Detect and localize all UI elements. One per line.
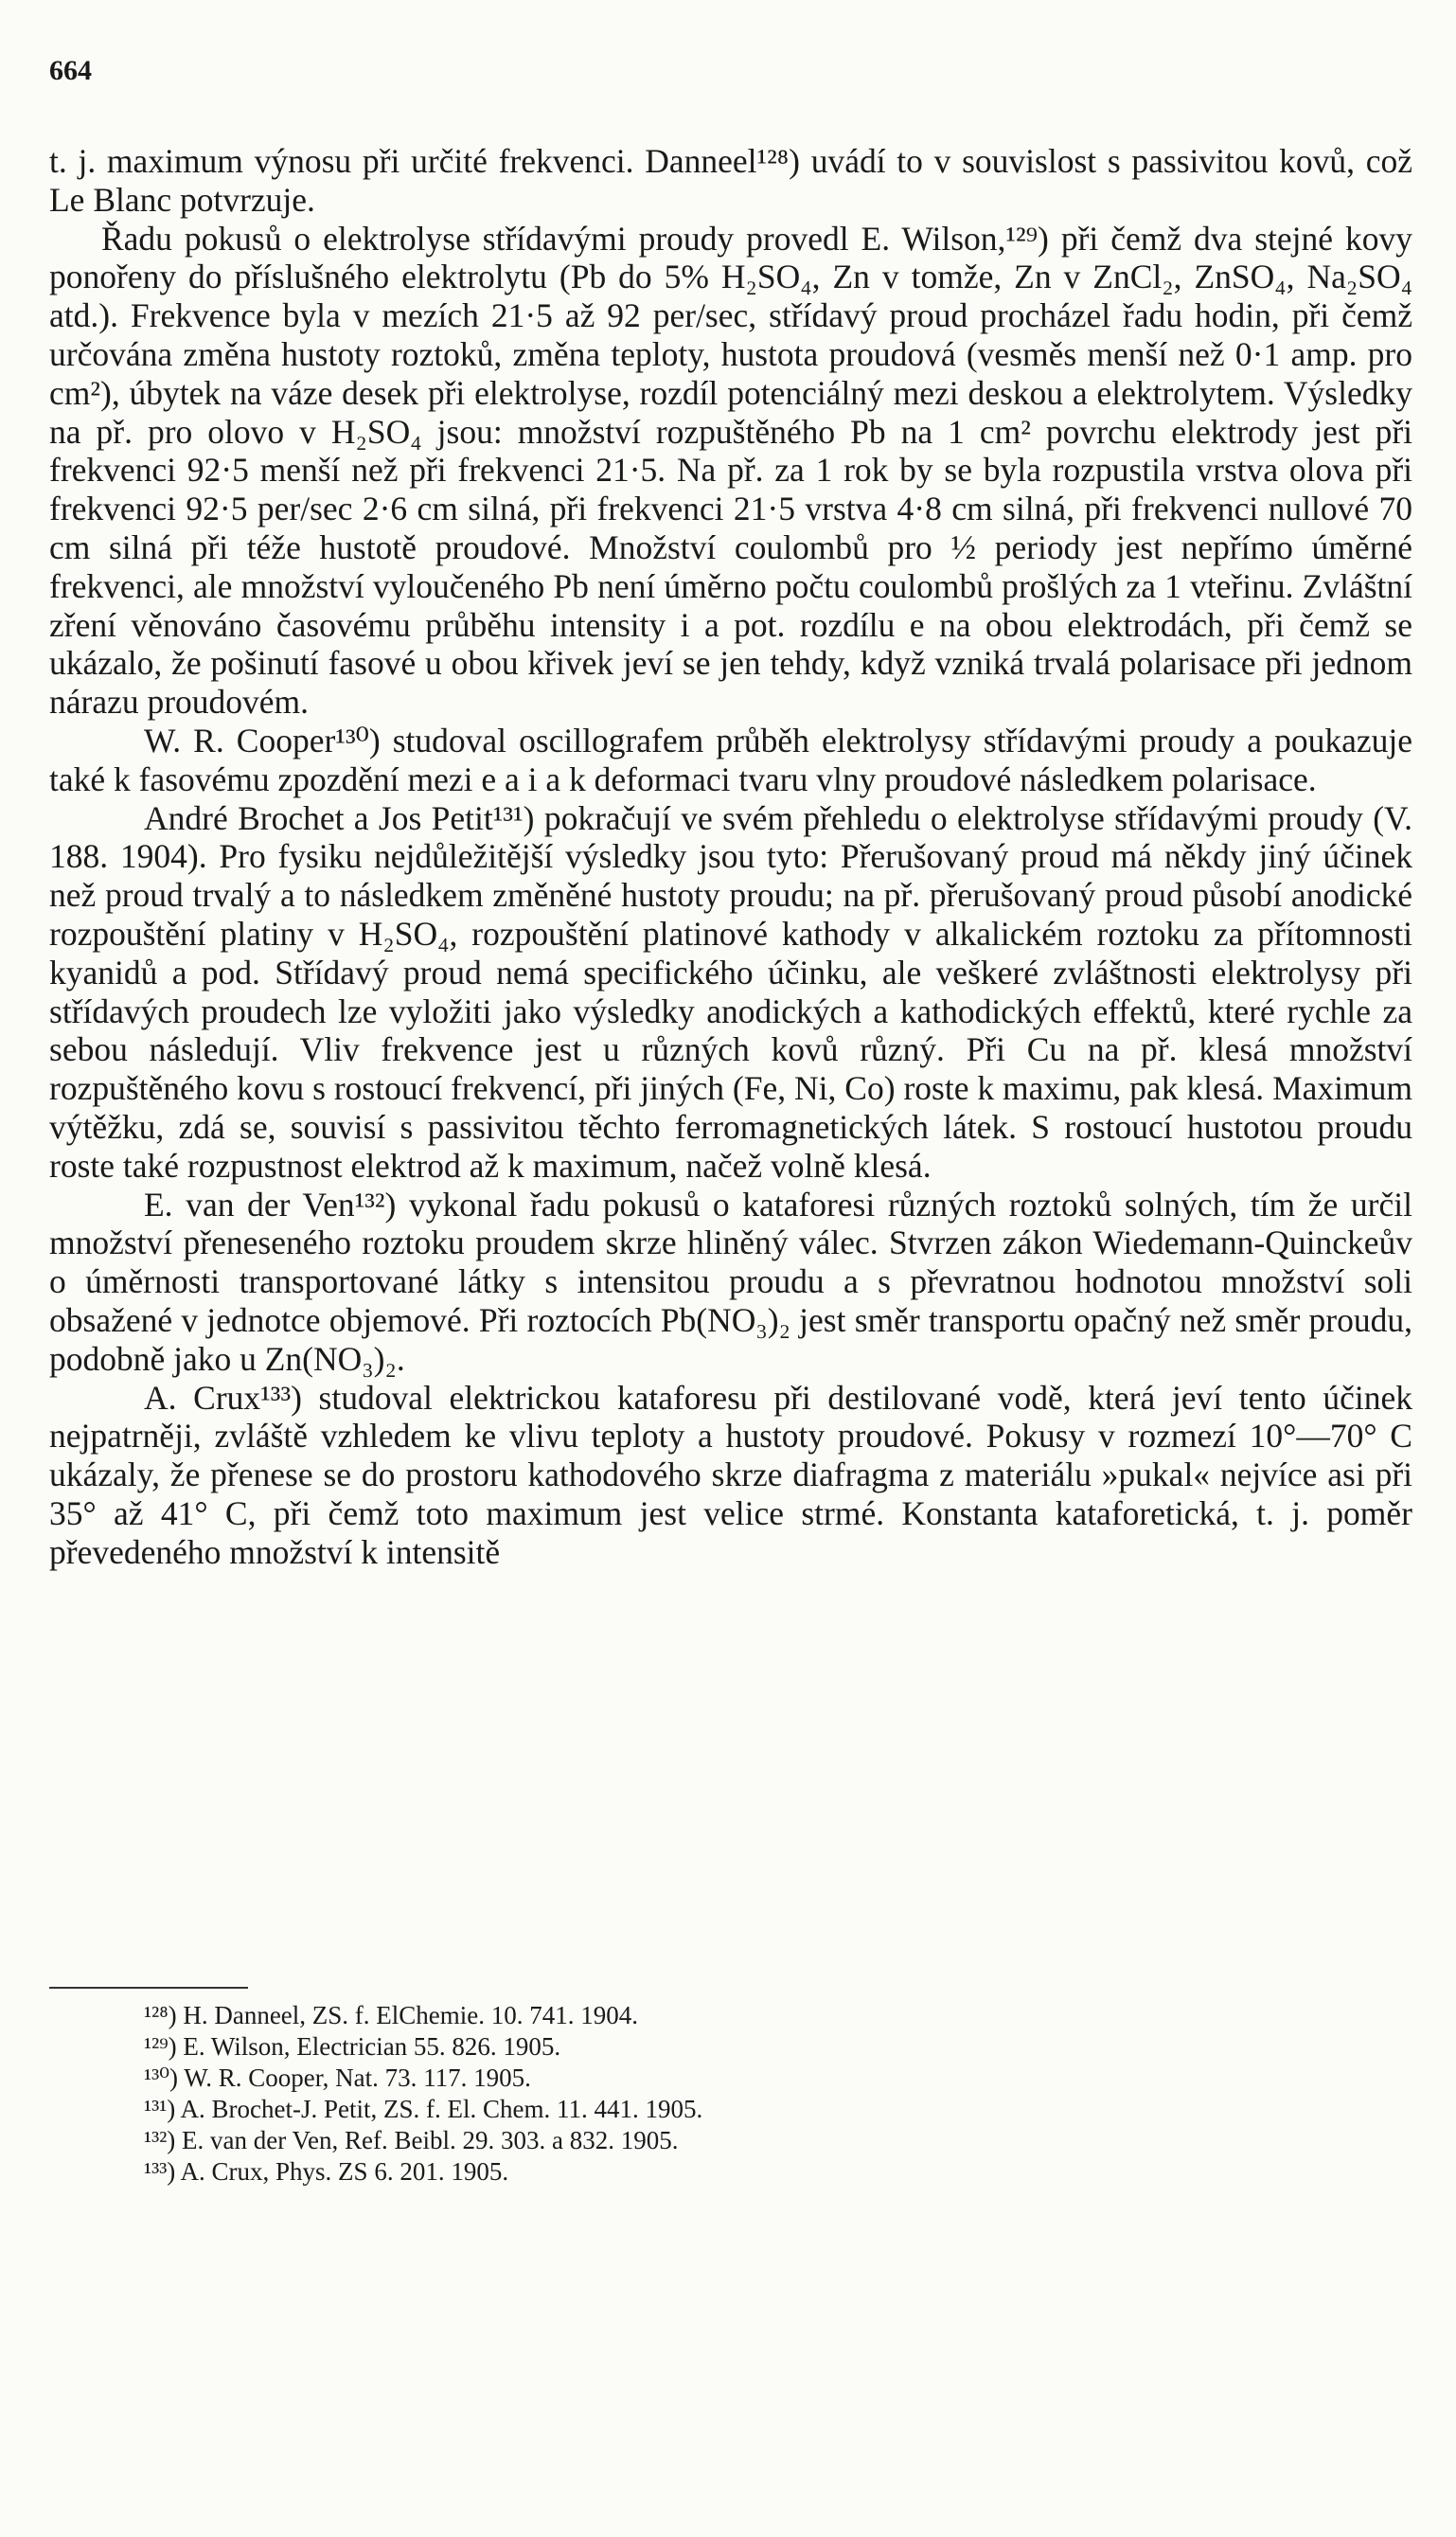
paragraph-2: Řadu pokusů o elektrolyse střídavými proudy provedl E. Wilson,¹²⁹) při čemž dva stejné kovy ponořeny do příslušného elektrolytu (Pb do 5% H₂SO₄, Zn v tomže, Zn v ZnCl₂, ZnSO₄, Na₂SO₄ atd.). Frekvence byla v mezích 21·5 až 92 per/sec, střídavý proud procházel řadu hodin, při čemž určována změna hustoty roztoků, změna teploty, hustota proudová (vesměs menší než 0·1 amp. pro cm²), úbytek na váze desek při elektrolyse, rozdíl potenciálný mezi deskou a elektrolytem. Výsledky na př. pro olovo v H₂SO₄ jsou: množství rozpuštěného Pb na 1 cm² povrchu elektrody jest při frekvenci 92·5 menší než při frekvenci 21·5. Na př. za 1 rok by se byla rozpustila vrstva olova při frekvenci 92·5 per/sec 2·6 cm silná, při frekvenci 21·5 vrstva 4·8 cm silná, při frekvenci nullové 70 cm silná při téže hustotě proudové. Množství coulombů pro ½ periody jest nepřímo úměrné frekvenci, ale množství vyloučeného Pb není úměrno počtu coulombů prošlých za 1 vteřinu. Zvláštní zření věnováno časovému průběhu intensity i a pot. rozdílu e na obou elektrodách, při čemž se ukázalo, že pošinutí fasové u obou křivek jeví se jen tehdy, když vzniká trvalá polarisace při jednom nárazu proudovém.	[49, 219, 1412, 722]
footnotes	[144, 2000, 1375, 2188]
footnote-132: ¹³²) E. van der Ven, Ref. Beibl. 29. 303. a 832. 1905.	[144, 2126, 679, 2154]
footnote-130: ¹³⁰) W. R. Cooper, Nat. 73. 117. 1905.	[144, 2064, 531, 2092]
paragraph-1: t. j. maximum výnosu při určité frekvenci. Danneel¹²⁸) uvádí to v souvislost s passivitou kovů, což Le Blanc potvrzuje.	[49, 142, 1412, 219]
footnote-128: ¹²⁸) H. Danneel, ZS. f. ElChemie. 10. 741. 1904.	[144, 2001, 639, 2029]
paragraph-5: E. van der Ven¹³²) vykonal řadu pokusů o kataforesi různých roztoků solných, tím že určil množství přeneseného roztoku proudem skrze hliněný válec. Stvrzen zákon Wiedemann-Quinckeův o úměrnosti transportované látky s intensitou proudu a s převratnou hodnotou množství soli obsažené v jednotce objemové. Při roztocích Pb(NO₃)₂ jest směr transportu opačný než směr proudu, podobně jako u Zn(NO₃)₂.	[49, 1185, 1412, 1378]
footnote-133: ¹³³) A. Crux, Phys. ZS 6. 201. 1905.	[144, 2157, 509, 2186]
paragraph-6: A. Crux¹³³) studoval elektrickou kataforesu při destilované vodě, která jeví tento účinek nejpatrněji, zvláště vzhledem ke vlivu teploty a hustoty proudové. Pokusy v rozmezí 10°—70° C ukázaly, že přenese se do prostoru kathodového skrze diafragma z materiálu »pukal« nejvíce asi při 35° až 41° C, při čemž toto maximum jest velice strmé. Konstanta kataforetická, t. j. poměr převedeného množství k intensitě	[49, 1378, 1412, 1571]
page-number: 664	[49, 55, 92, 86]
footnote-129: ¹²⁹) E. Wilson, Electrician 55. 826. 1905.	[144, 2032, 561, 2061]
paragraph-4: André Brochet a Jos Petit¹³¹) pokračují ve svém přehledu o elektrolyse střídavými proudy (V. 188. 1904). Pro fysiku nejdůležitější výsledky jsou tyto: Přerušovaný proud má někdy jiný účinek než proud trvalý a to následkem změněné hustoty proudu; na př. přerušovaný proud působí anodické rozpouštění platiny v H₂SO₄, rozpouštění platinové kathody v alkalickém roztoku za přítomnosti kyanidů a pod. Střídavý proud nemá specifického účinku, ale veškeré zvláštnosti elektrolysy při střídavých proudech lze vyložiti jako výsledky anodických a kathodických effektů, které rychle za sebou následují. Vliv frekvence jest u různých kovů různý. Při Cu na př. klesá množství rozpuštěného kovu s rostoucí frekvencí, při jiných (Fe, Ni, Co) roste k maximu, pak klesá. Maximum výtěžku, zdá se, souvisí s passivitou těchto ferromagnetických látek. S rostoucí hustotou proudu roste také rozpustnost elektrod až k maximum, načež volně klesá.	[49, 798, 1412, 1185]
footnote-131: ¹³¹) A. Brochet-J. Petit, ZS. f. El. Chem. 11. 441. 1905.	[144, 2095, 703, 2123]
footnote-divider	[49, 1987, 248, 1989]
paragraph-3: W. R. Cooper¹³⁰) studoval oscillografem průběh elektrolysy střídavými proudy a poukazuje také k fasovému zpozdění mezi e a i a k deformaci tvaru vlny proudové následkem polarisace.	[49, 721, 1412, 798]
body-text	[49, 142, 1412, 1571]
